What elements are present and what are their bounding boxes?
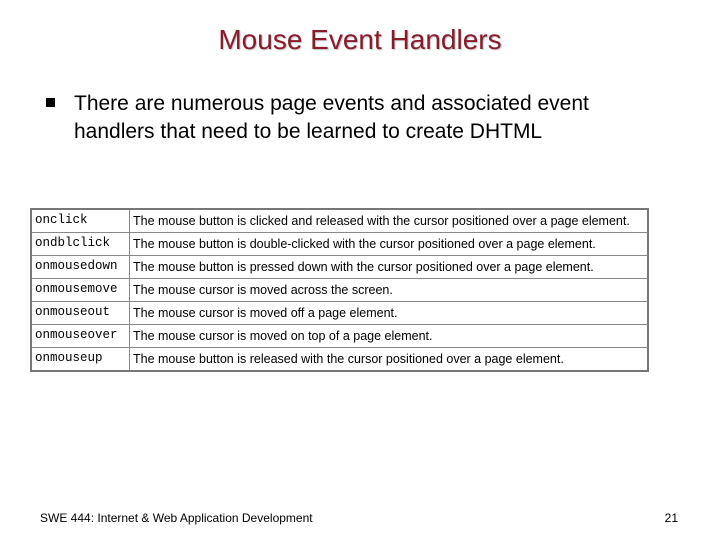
event-name: onmouseover — [31, 325, 130, 348]
event-name: ondblclick — [31, 233, 130, 256]
event-name: onmouseout — [31, 302, 130, 325]
slide-title: Mouse Event Handlers — [218, 24, 502, 55]
event-description: The mouse button is clicked and released with the cursor positioned over a page element. — [130, 209, 649, 233]
event-description: The mouse button is double-clicked with the cursor positioned over a page element. — [130, 233, 649, 256]
event-description: The mouse cursor is moved off a page element. — [130, 302, 649, 325]
mouse-events-table — [30, 208, 649, 372]
event-description: The mouse button is pressed down with the cursor positioned over a page element. — [130, 256, 649, 279]
table-row — [31, 302, 648, 325]
square-bullet-icon — [46, 98, 55, 107]
event-name: onmousemove — [31, 279, 130, 302]
event-description: The mouse cursor is moved on top of a page element. — [130, 325, 649, 348]
table-row — [31, 256, 648, 279]
event-name: onmousedown — [31, 256, 130, 279]
table-row — [31, 233, 648, 256]
table-row — [31, 348, 648, 372]
bullet-text: There are numerous page events and associated event handlers that need to be learned to create DHTML — [74, 92, 589, 143]
page-number: 21 — [664, 511, 678, 525]
table-row — [31, 209, 648, 233]
table-row — [31, 325, 648, 348]
event-name: onclick — [31, 209, 130, 233]
event-description: The mouse button is released with the cursor positioned over a page element. — [130, 348, 649, 372]
footer-course: SWE 444: Internet & Web Application Development — [40, 511, 313, 525]
event-description: The mouse cursor is moved across the screen. — [130, 279, 649, 302]
table-row — [31, 279, 648, 302]
event-name: onmouseup — [31, 348, 130, 372]
